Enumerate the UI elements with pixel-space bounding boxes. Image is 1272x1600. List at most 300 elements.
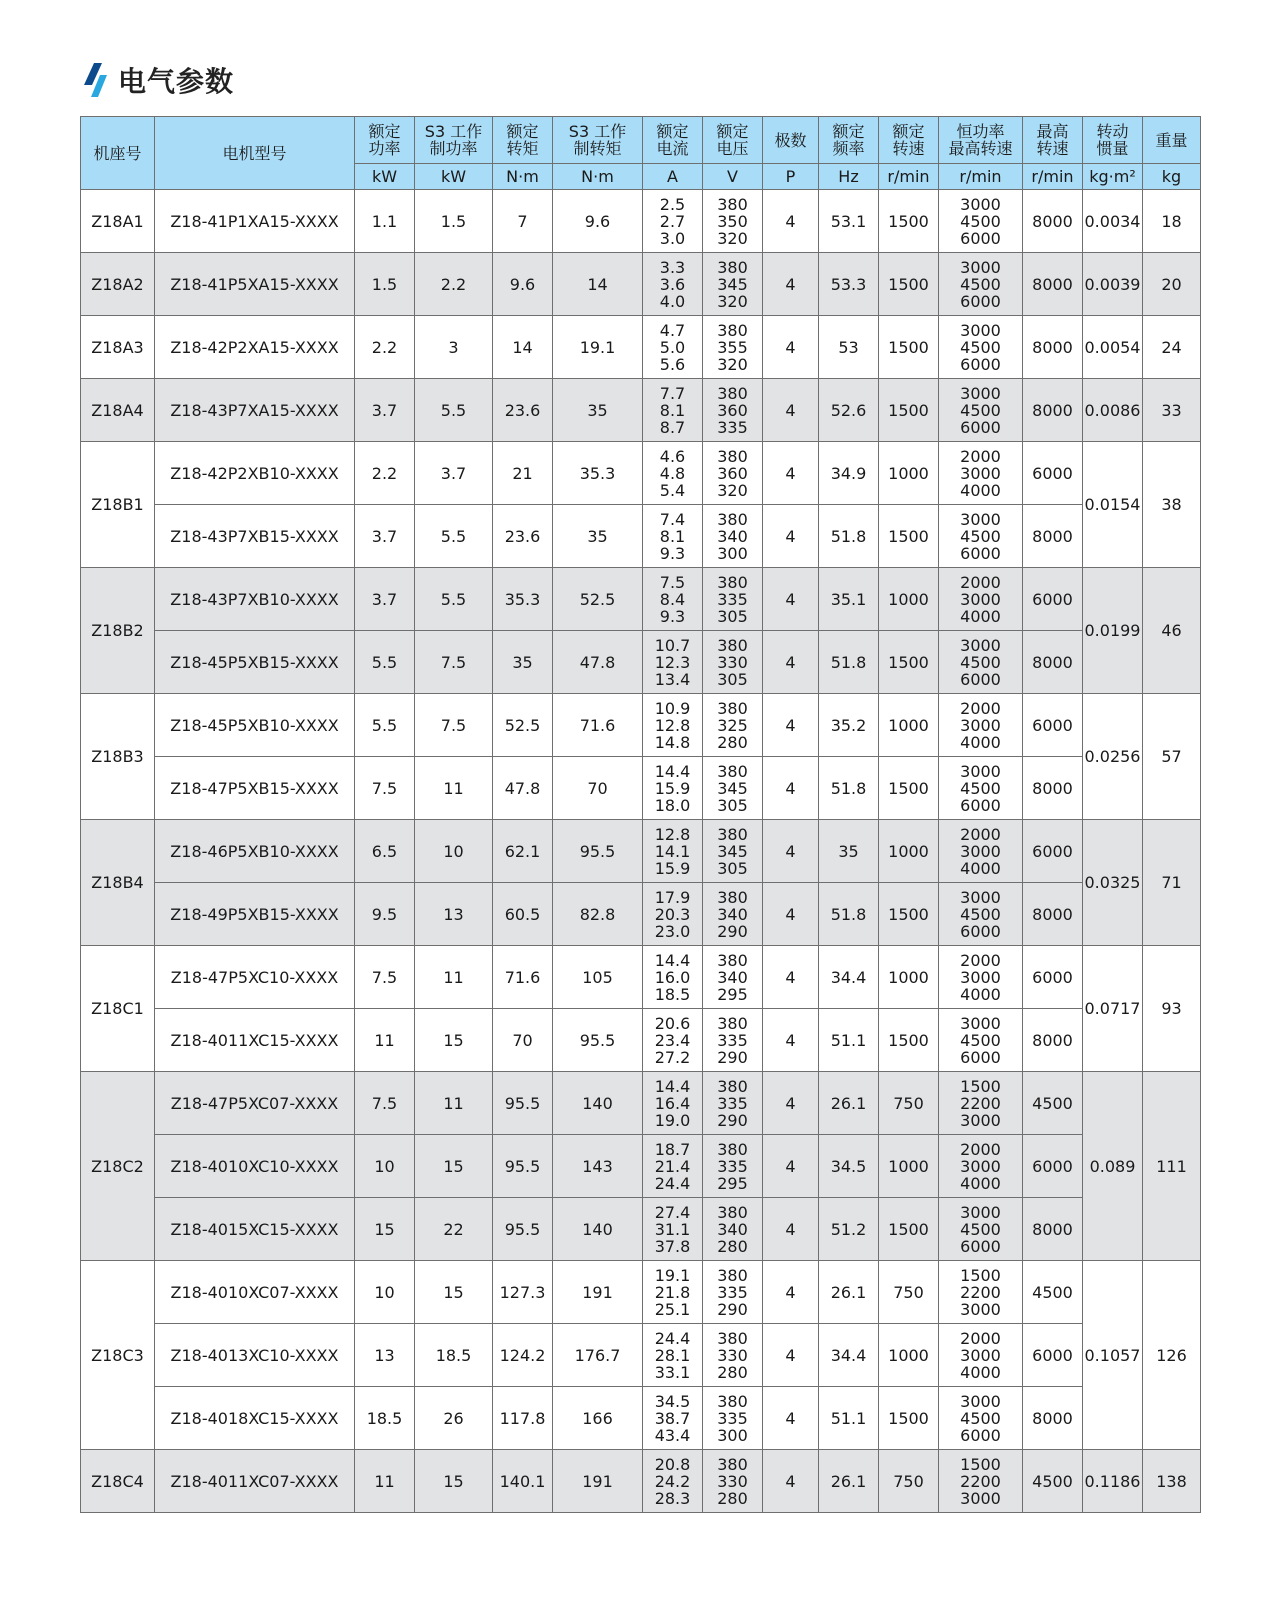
- rated-current-cell: 7.5 8.4 9.3: [643, 568, 703, 631]
- rated-speed-cell: 750: [879, 1072, 939, 1135]
- rated-frequency-cell: 51.8: [819, 757, 879, 820]
- column-header: 最高 转速: [1023, 117, 1083, 164]
- model-cell: Z18-47P5XB15-XXXX: [155, 757, 355, 820]
- column-header: S3 工作 制转矩: [553, 117, 643, 164]
- column-header: 转动 惯量: [1083, 117, 1143, 164]
- rated-speed-cell: 1000: [879, 946, 939, 1009]
- table-body: [81, 190, 1201, 1513]
- s3-power-cell: 10: [415, 820, 493, 883]
- poles-cell: 4: [763, 1261, 819, 1324]
- poles-cell: 4: [763, 1198, 819, 1261]
- rated-torque-cell: 9.6: [493, 253, 553, 316]
- model-cell: Z18-46P5XB10-XXXX: [155, 820, 355, 883]
- model-cell: Z18-47P5XC07-XXXX: [155, 1072, 355, 1135]
- frame-cell: Z18B2: [81, 568, 155, 694]
- s3-torque-cell: 95.5: [553, 820, 643, 883]
- rated-frequency-cell: 51.1: [819, 1387, 879, 1450]
- rated-power-cell: 6.5: [355, 820, 415, 883]
- rated-power-cell: 11: [355, 1450, 415, 1513]
- rated-frequency-cell: 51.2: [819, 1198, 879, 1261]
- inertia-cell: 0.089: [1083, 1072, 1143, 1261]
- table-row: [81, 1450, 1201, 1513]
- rated-frequency-cell: 53: [819, 316, 879, 379]
- constant-power-max-speed-cell: 3000 4500 6000: [939, 505, 1023, 568]
- column-header: 机座号: [81, 117, 155, 190]
- rated-speed-cell: 1500: [879, 631, 939, 694]
- weight-cell: 93: [1143, 946, 1201, 1072]
- weight-cell: 18: [1143, 190, 1201, 253]
- rated-power-cell: 1.5: [355, 253, 415, 316]
- rated-frequency-cell: 51.8: [819, 631, 879, 694]
- column-unit: A: [643, 164, 703, 190]
- rated-torque-cell: 60.5: [493, 883, 553, 946]
- s3-torque-cell: 52.5: [553, 568, 643, 631]
- column-header: 额定 转矩: [493, 117, 553, 164]
- table-header: [81, 117, 1201, 190]
- frame-cell: Z18C4: [81, 1450, 155, 1513]
- column-header: 恒功率 最高转速: [939, 117, 1023, 164]
- rated-speed-cell: 1500: [879, 379, 939, 442]
- rated-torque-cell: 47.8: [493, 757, 553, 820]
- weight-cell: 46: [1143, 568, 1201, 694]
- rated-speed-cell: 1000: [879, 820, 939, 883]
- weight-cell: 57: [1143, 694, 1201, 820]
- column-unit: N·m: [553, 164, 643, 190]
- rated-frequency-cell: 53.3: [819, 253, 879, 316]
- s3-power-cell: 26: [415, 1387, 493, 1450]
- rated-voltage-cell: 380 345 305: [703, 820, 763, 883]
- rated-current-cell: 7.4 8.1 9.3: [643, 505, 703, 568]
- poles-cell: 4: [763, 442, 819, 505]
- poles-cell: 4: [763, 316, 819, 379]
- electrical-parameters-table: [80, 116, 1201, 1513]
- model-cell: Z18-4013XC10-XXXX: [155, 1324, 355, 1387]
- max-speed-cell: 4500: [1023, 1072, 1083, 1135]
- rated-frequency-cell: 26.1: [819, 1072, 879, 1135]
- s3-torque-cell: 19.1: [553, 316, 643, 379]
- rated-frequency-cell: 53.1: [819, 190, 879, 253]
- rated-torque-cell: 124.2: [493, 1324, 553, 1387]
- rated-voltage-cell: 380 330 305: [703, 631, 763, 694]
- table-row: [81, 883, 1201, 946]
- rated-current-cell: 14.4 16.4 19.0: [643, 1072, 703, 1135]
- rated-power-cell: 7.5: [355, 757, 415, 820]
- rated-current-cell: 12.8 14.1 15.9: [643, 820, 703, 883]
- model-cell: Z18-43P7XB10-XXXX: [155, 568, 355, 631]
- rated-voltage-cell: 380 340 280: [703, 1198, 763, 1261]
- constant-power-max-speed-cell: 2000 3000 4000: [939, 946, 1023, 1009]
- s3-torque-cell: 140: [553, 1072, 643, 1135]
- rated-voltage-cell: 380 335 300: [703, 1387, 763, 1450]
- s3-torque-cell: 35: [553, 379, 643, 442]
- poles-cell: 4: [763, 883, 819, 946]
- rated-voltage-cell: 380 330 280: [703, 1450, 763, 1513]
- rated-torque-cell: 127.3: [493, 1261, 553, 1324]
- rated-power-cell: 3.7: [355, 568, 415, 631]
- s3-torque-cell: 70: [553, 757, 643, 820]
- rated-voltage-cell: 380 340 300: [703, 505, 763, 568]
- model-cell: Z18-4015XC15-XXXX: [155, 1198, 355, 1261]
- rated-power-cell: 2.2: [355, 442, 415, 505]
- s3-torque-cell: 14: [553, 253, 643, 316]
- column-unit: V: [703, 164, 763, 190]
- column-unit: r/min: [939, 164, 1023, 190]
- s3-power-cell: 18.5: [415, 1324, 493, 1387]
- rated-frequency-cell: 26.1: [819, 1261, 879, 1324]
- section-heading: [80, 60, 234, 100]
- max-speed-cell: 6000: [1023, 568, 1083, 631]
- rated-speed-cell: 1500: [879, 253, 939, 316]
- s3-power-cell: 11: [415, 946, 493, 1009]
- column-unit: N·m: [493, 164, 553, 190]
- table-row: [81, 1387, 1201, 1450]
- rated-power-cell: 3.7: [355, 505, 415, 568]
- constant-power-max-speed-cell: 1500 2200 3000: [939, 1261, 1023, 1324]
- s3-power-cell: 5.5: [415, 505, 493, 568]
- frame-cell: Z18B3: [81, 694, 155, 820]
- max-speed-cell: 8000: [1023, 757, 1083, 820]
- constant-power-max-speed-cell: 1500 2200 3000: [939, 1072, 1023, 1135]
- max-speed-cell: 8000: [1023, 505, 1083, 568]
- inertia-cell: 0.0325: [1083, 820, 1143, 946]
- max-speed-cell: 8000: [1023, 316, 1083, 379]
- s3-power-cell: 15: [415, 1450, 493, 1513]
- model-cell: Z18-43P7XB15-XXXX: [155, 505, 355, 568]
- constant-power-max-speed-cell: 3000 4500 6000: [939, 379, 1023, 442]
- table-row: [81, 1198, 1201, 1261]
- constant-power-max-speed-cell: 2000 3000 4000: [939, 568, 1023, 631]
- column-header: 额定 电压: [703, 117, 763, 164]
- rated-speed-cell: 1500: [879, 1198, 939, 1261]
- brand-slash-icon: [80, 61, 110, 99]
- rated-power-cell: 7.5: [355, 1072, 415, 1135]
- frame-cell: Z18C2: [81, 1072, 155, 1261]
- s3-power-cell: 15: [415, 1009, 493, 1072]
- rated-torque-cell: 71.6: [493, 946, 553, 1009]
- inertia-cell: 0.0717: [1083, 946, 1143, 1072]
- rated-speed-cell: 1500: [879, 883, 939, 946]
- rated-torque-cell: 62.1: [493, 820, 553, 883]
- rated-current-cell: 4.7 5.0 5.6: [643, 316, 703, 379]
- rated-speed-cell: 1500: [879, 757, 939, 820]
- rated-voltage-cell: 380 335 290: [703, 1072, 763, 1135]
- rated-speed-cell: 1500: [879, 190, 939, 253]
- frame-cell: Z18A1: [81, 190, 155, 253]
- s3-power-cell: 11: [415, 1072, 493, 1135]
- inertia-cell: 0.0256: [1083, 694, 1143, 820]
- frame-cell: Z18A4: [81, 379, 155, 442]
- model-cell: Z18-47P5XC10-XXXX: [155, 946, 355, 1009]
- frame-cell: Z18B4: [81, 820, 155, 946]
- s3-torque-cell: 35: [553, 505, 643, 568]
- model-cell: Z18-4010XC10-XXXX: [155, 1135, 355, 1198]
- max-speed-cell: 8000: [1023, 1198, 1083, 1261]
- table-row: [81, 820, 1201, 883]
- rated-power-cell: 10: [355, 1135, 415, 1198]
- s3-torque-cell: 143: [553, 1135, 643, 1198]
- max-speed-cell: 6000: [1023, 694, 1083, 757]
- table-row: [81, 694, 1201, 757]
- rated-frequency-cell: 51.1: [819, 1009, 879, 1072]
- s3-power-cell: 2.2: [415, 253, 493, 316]
- s3-torque-cell: 191: [553, 1450, 643, 1513]
- rated-torque-cell: 140.1: [493, 1450, 553, 1513]
- poles-cell: 4: [763, 1450, 819, 1513]
- max-speed-cell: 8000: [1023, 1387, 1083, 1450]
- s3-torque-cell: 191: [553, 1261, 643, 1324]
- rated-power-cell: 11: [355, 1009, 415, 1072]
- inertia-cell: 0.1186: [1083, 1450, 1143, 1513]
- rated-speed-cell: 1500: [879, 316, 939, 379]
- rated-current-cell: 7.7 8.1 8.7: [643, 379, 703, 442]
- rated-torque-cell: 23.6: [493, 505, 553, 568]
- rated-torque-cell: 95.5: [493, 1072, 553, 1135]
- constant-power-max-speed-cell: 2000 3000 4000: [939, 1135, 1023, 1198]
- model-cell: Z18-41P1XA15-XXXX: [155, 190, 355, 253]
- model-cell: Z18-43P7XA15-XXXX: [155, 379, 355, 442]
- column-unit: r/min: [1023, 164, 1083, 190]
- weight-cell: 111: [1143, 1072, 1201, 1261]
- column-unit: kg: [1143, 164, 1201, 190]
- max-speed-cell: 8000: [1023, 631, 1083, 694]
- s3-power-cell: 13: [415, 883, 493, 946]
- rated-current-cell: 34.5 38.7 43.4: [643, 1387, 703, 1450]
- rated-current-cell: 14.4 16.0 18.5: [643, 946, 703, 1009]
- rated-speed-cell: 1500: [879, 505, 939, 568]
- rated-frequency-cell: 35.2: [819, 694, 879, 757]
- rated-voltage-cell: 380 335 290: [703, 1009, 763, 1072]
- rated-frequency-cell: 26.1: [819, 1450, 879, 1513]
- rated-speed-cell: 750: [879, 1261, 939, 1324]
- rated-power-cell: 18.5: [355, 1387, 415, 1450]
- s3-power-cell: 22: [415, 1198, 493, 1261]
- max-speed-cell: 8000: [1023, 253, 1083, 316]
- s3-power-cell: 11: [415, 757, 493, 820]
- rated-voltage-cell: 380 335 290: [703, 1261, 763, 1324]
- s3-power-cell: 7.5: [415, 631, 493, 694]
- rated-voltage-cell: 380 335 295: [703, 1135, 763, 1198]
- rated-power-cell: 9.5: [355, 883, 415, 946]
- s3-power-cell: 5.5: [415, 568, 493, 631]
- inertia-cell: 0.0039: [1083, 253, 1143, 316]
- constant-power-max-speed-cell: 3000 4500 6000: [939, 757, 1023, 820]
- table-row: [81, 253, 1201, 316]
- table-row: [81, 442, 1201, 505]
- frame-cell: Z18B1: [81, 442, 155, 568]
- rated-current-cell: 18.7 21.4 24.4: [643, 1135, 703, 1198]
- poles-cell: 4: [763, 1387, 819, 1450]
- model-cell: Z18-4011XC07-XXXX: [155, 1450, 355, 1513]
- column-unit: r/min: [879, 164, 939, 190]
- rated-frequency-cell: 35: [819, 820, 879, 883]
- inertia-cell: 0.0154: [1083, 442, 1143, 568]
- column-header: 额定 功率: [355, 117, 415, 164]
- constant-power-max-speed-cell: 2000 3000 4000: [939, 1324, 1023, 1387]
- column-header: 电机型号: [155, 117, 355, 190]
- rated-frequency-cell: 51.8: [819, 883, 879, 946]
- max-speed-cell: 6000: [1023, 820, 1083, 883]
- rated-voltage-cell: 380 335 305: [703, 568, 763, 631]
- model-cell: Z18-42P2XA15-XXXX: [155, 316, 355, 379]
- s3-power-cell: 15: [415, 1261, 493, 1324]
- rated-torque-cell: 23.6: [493, 379, 553, 442]
- s3-power-cell: 7.5: [415, 694, 493, 757]
- rated-torque-cell: 70: [493, 1009, 553, 1072]
- max-speed-cell: 6000: [1023, 1324, 1083, 1387]
- table-row: [81, 757, 1201, 820]
- rated-frequency-cell: 34.4: [819, 946, 879, 1009]
- table-row: [81, 505, 1201, 568]
- rated-torque-cell: 35.3: [493, 568, 553, 631]
- rated-voltage-cell: 380 340 295: [703, 946, 763, 1009]
- table-row: [81, 1135, 1201, 1198]
- frame-cell: Z18A3: [81, 316, 155, 379]
- rated-torque-cell: 117.8: [493, 1387, 553, 1450]
- rated-current-cell: 19.1 21.8 25.1: [643, 1261, 703, 1324]
- s3-torque-cell: 95.5: [553, 1009, 643, 1072]
- rated-speed-cell: 1500: [879, 1009, 939, 1072]
- constant-power-max-speed-cell: 3000 4500 6000: [939, 1387, 1023, 1450]
- s3-torque-cell: 105: [553, 946, 643, 1009]
- weight-cell: 126: [1143, 1261, 1201, 1450]
- max-speed-cell: 8000: [1023, 190, 1083, 253]
- model-cell: Z18-4018XC15-XXXX: [155, 1387, 355, 1450]
- column-unit: kW: [355, 164, 415, 190]
- poles-cell: 4: [763, 505, 819, 568]
- weight-cell: 24: [1143, 316, 1201, 379]
- rated-frequency-cell: 51.8: [819, 505, 879, 568]
- rated-current-cell: 10.7 12.3 13.4: [643, 631, 703, 694]
- constant-power-max-speed-cell: 2000 3000 4000: [939, 694, 1023, 757]
- rated-torque-cell: 14: [493, 316, 553, 379]
- model-cell: Z18-45P5XB10-XXXX: [155, 694, 355, 757]
- s3-torque-cell: 140: [553, 1198, 643, 1261]
- constant-power-max-speed-cell: 1500 2200 3000: [939, 1450, 1023, 1513]
- rated-current-cell: 17.9 20.3 23.0: [643, 883, 703, 946]
- s3-power-cell: 15: [415, 1135, 493, 1198]
- constant-power-max-speed-cell: 2000 3000 4000: [939, 442, 1023, 505]
- rated-voltage-cell: 380 340 290: [703, 883, 763, 946]
- constant-power-max-speed-cell: 3000 4500 6000: [939, 883, 1023, 946]
- rated-current-cell: 20.8 24.2 28.3: [643, 1450, 703, 1513]
- column-unit: kW: [415, 164, 493, 190]
- rated-frequency-cell: 34.4: [819, 1324, 879, 1387]
- max-speed-cell: 8000: [1023, 883, 1083, 946]
- rated-power-cell: 10: [355, 1261, 415, 1324]
- rated-speed-cell: 1000: [879, 1324, 939, 1387]
- poles-cell: 4: [763, 253, 819, 316]
- column-unit: Hz: [819, 164, 879, 190]
- model-cell: Z18-4011XC15-XXXX: [155, 1009, 355, 1072]
- poles-cell: 4: [763, 190, 819, 253]
- rated-current-cell: 4.6 4.8 5.4: [643, 442, 703, 505]
- table-row: [81, 379, 1201, 442]
- table-row: [81, 1324, 1201, 1387]
- constant-power-max-speed-cell: 3000 4500 6000: [939, 253, 1023, 316]
- page-title: 电气参数: [118, 65, 235, 98]
- column-header: 极数: [763, 117, 819, 164]
- rated-current-cell: 10.9 12.8 14.8: [643, 694, 703, 757]
- model-cell: Z18-49P5XB15-XXXX: [155, 883, 355, 946]
- s3-power-cell: 3: [415, 316, 493, 379]
- frame-cell: Z18C3: [81, 1261, 155, 1450]
- weight-cell: 71: [1143, 820, 1201, 946]
- poles-cell: 4: [763, 1072, 819, 1135]
- constant-power-max-speed-cell: 3000 4500 6000: [939, 1198, 1023, 1261]
- inertia-cell: 0.0054: [1083, 316, 1143, 379]
- constant-power-max-speed-cell: 3000 4500 6000: [939, 190, 1023, 253]
- weight-cell: 38: [1143, 442, 1201, 568]
- rated-voltage-cell: 380 330 280: [703, 1324, 763, 1387]
- rated-torque-cell: 52.5: [493, 694, 553, 757]
- constant-power-max-speed-cell: 3000 4500 6000: [939, 316, 1023, 379]
- constant-power-max-speed-cell: 3000 4500 6000: [939, 631, 1023, 694]
- s3-power-cell: 3.7: [415, 442, 493, 505]
- rated-speed-cell: 1000: [879, 442, 939, 505]
- poles-cell: 4: [763, 1009, 819, 1072]
- inertia-cell: 0.0199: [1083, 568, 1143, 694]
- constant-power-max-speed-cell: 3000 4500 6000: [939, 1009, 1023, 1072]
- s3-torque-cell: 71.6: [553, 694, 643, 757]
- column-header: S3 工作 制功率: [415, 117, 493, 164]
- weight-cell: 20: [1143, 253, 1201, 316]
- max-speed-cell: 6000: [1023, 946, 1083, 1009]
- frame-cell: Z18A2: [81, 253, 155, 316]
- max-speed-cell: 8000: [1023, 379, 1083, 442]
- s3-power-cell: 5.5: [415, 379, 493, 442]
- max-speed-cell: 6000: [1023, 1135, 1083, 1198]
- max-speed-cell: 6000: [1023, 442, 1083, 505]
- rated-current-cell: 2.5 2.7 3.0: [643, 190, 703, 253]
- table-row: [81, 568, 1201, 631]
- rated-power-cell: 1.1: [355, 190, 415, 253]
- rated-frequency-cell: 52.6: [819, 379, 879, 442]
- constant-power-max-speed-cell: 2000 3000 4000: [939, 820, 1023, 883]
- table-row: [81, 1009, 1201, 1072]
- table-row: [81, 946, 1201, 1009]
- max-speed-cell: 4500: [1023, 1450, 1083, 1513]
- model-cell: Z18-41P5XA15-XXXX: [155, 253, 355, 316]
- frame-cell: Z18C1: [81, 946, 155, 1072]
- s3-torque-cell: 176.7: [553, 1324, 643, 1387]
- table-row: [81, 1261, 1201, 1324]
- rated-frequency-cell: 35.1: [819, 568, 879, 631]
- rated-voltage-cell: 380 360 320: [703, 442, 763, 505]
- rated-current-cell: 27.4 31.1 37.8: [643, 1198, 703, 1261]
- model-cell: Z18-42P2XB10-XXXX: [155, 442, 355, 505]
- poles-cell: 4: [763, 631, 819, 694]
- rated-power-cell: 13: [355, 1324, 415, 1387]
- poles-cell: 4: [763, 694, 819, 757]
- rated-torque-cell: 21: [493, 442, 553, 505]
- rated-current-cell: 20.6 23.4 27.2: [643, 1009, 703, 1072]
- rated-voltage-cell: 380 355 320: [703, 316, 763, 379]
- rated-current-cell: 24.4 28.1 33.1: [643, 1324, 703, 1387]
- rated-power-cell: 5.5: [355, 631, 415, 694]
- s3-torque-cell: 9.6: [553, 190, 643, 253]
- column-header: 重量: [1143, 117, 1201, 164]
- s3-power-cell: 1.5: [415, 190, 493, 253]
- model-cell: Z18-4010XC07-XXXX: [155, 1261, 355, 1324]
- rated-torque-cell: 95.5: [493, 1135, 553, 1198]
- rated-power-cell: 3.7: [355, 379, 415, 442]
- weight-cell: 138: [1143, 1450, 1201, 1513]
- rated-frequency-cell: 34.5: [819, 1135, 879, 1198]
- inertia-cell: 0.0034: [1083, 190, 1143, 253]
- rated-torque-cell: 35: [493, 631, 553, 694]
- s3-torque-cell: 35.3: [553, 442, 643, 505]
- inertia-cell: 0.0086: [1083, 379, 1143, 442]
